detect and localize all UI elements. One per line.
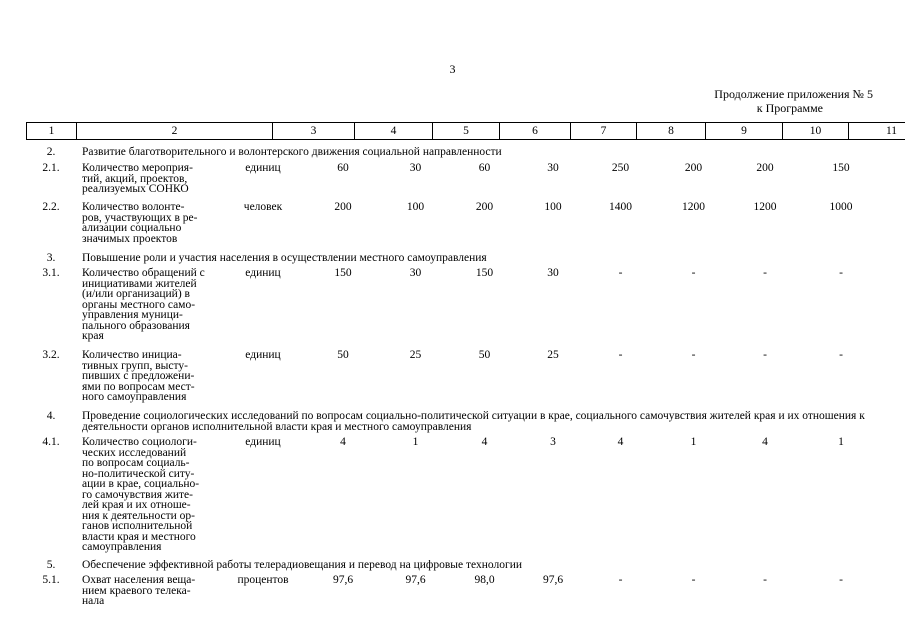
value-cell: -	[839, 267, 843, 279]
indicator-name-line: пального образования	[82, 319, 190, 332]
value-cell: 1200	[753, 201, 777, 213]
indicator-name-line: Количество мероприя-	[82, 162, 193, 174]
indicator-name	[82, 437, 222, 553]
page-number: 3	[449, 62, 456, 76]
indicator-name-line: реализуемых СОНКО	[82, 183, 189, 195]
indicator-name-line: ации в крае, социально-	[82, 478, 200, 490]
column-number: 9	[706, 123, 783, 140]
section-title: Проведение социологических исследований по вопросам социально-политической ситуации в крае, социального самочувствия жителей края и их отношения к деятельности органов исполнительной власти края и местного самоуправления	[82, 410, 865, 433]
section-title: Обеспечение эффективной работы телерадиовещания и перевод на цифровые технологии	[82, 559, 523, 571]
value-cell: 200	[475, 201, 494, 213]
indicator-name	[82, 350, 222, 403]
indicator-name-line: го самочувствия жите-	[82, 488, 193, 501]
value-cell: 98,0	[474, 574, 495, 586]
value-cell: -	[763, 267, 767, 279]
unit-cell: единиц	[245, 162, 281, 174]
value-cell: 200	[334, 201, 352, 213]
row-number: 4.	[46, 410, 56, 422]
value-cell: 1	[690, 436, 697, 448]
indicator-name-line: лей края и их отноше-	[82, 499, 191, 511]
value-cell: 1	[412, 436, 419, 448]
value-cell: 4	[481, 436, 488, 448]
value-cell: 250	[611, 162, 630, 174]
value-cell: 30	[409, 162, 422, 174]
indicator-name-line: значимых проектов	[82, 232, 178, 245]
indicator-name-line: Охват населения веща-	[82, 574, 196, 586]
value-cell: 1200	[682, 201, 705, 213]
column-number: 3	[273, 123, 355, 140]
value-cell: 200	[684, 162, 703, 174]
value-cell: -	[763, 574, 767, 586]
row-number: 3.2.	[42, 349, 60, 361]
indicator-name	[82, 163, 222, 195]
value-cell: 60	[478, 162, 491, 174]
indicator-name-line: нала	[82, 595, 105, 607]
value-cell: -	[839, 349, 843, 361]
value-cell: 150	[334, 267, 352, 279]
value-cell: 4	[340, 436, 346, 448]
value-cell: -	[839, 574, 843, 586]
value-cell: 150	[832, 162, 850, 174]
appendix-line-1: Продолжение приложения № 5	[714, 87, 873, 101]
value-cell: 97,6	[542, 574, 564, 586]
value-cell: 30	[547, 162, 559, 174]
indicator-name-line: самоуправления	[82, 541, 162, 553]
appendix-heading	[714, 87, 873, 115]
indicator-name-line: но-политической ситу-	[82, 467, 195, 480]
value-cell: 3	[550, 436, 556, 448]
value-cell: -	[618, 349, 623, 361]
indicator-name-line: власти края и местного	[82, 530, 196, 543]
value-cell: -	[691, 267, 696, 279]
indicator-name-line: (и/или организаций) в	[82, 288, 190, 300]
indicator-name-line: ями по вопросам мест-	[82, 380, 195, 393]
value-cell: -	[691, 349, 696, 361]
indicator-name-line: ализации социально	[82, 222, 182, 234]
indicator-name-line: края	[82, 330, 104, 342]
indicator-name	[82, 575, 222, 607]
row-number: 3.	[46, 252, 56, 264]
value-cell: 4	[617, 436, 624, 448]
row-number: 2.1.	[42, 162, 60, 174]
row-number: 5.	[46, 559, 56, 571]
indicator-name-line: пивших с предложени-	[82, 370, 195, 382]
value-cell: -	[618, 267, 623, 279]
row-number: 2.	[46, 146, 56, 158]
indicator-name-line: Количество социологи-	[82, 436, 197, 448]
value-cell: 25	[409, 349, 422, 361]
section-title: Повышение роли и участия населения в осуществлении местного самоуправления	[82, 252, 487, 264]
value-cell: -	[618, 574, 623, 586]
value-cell: 150	[475, 267, 494, 279]
indicator-name-line: ческих исследований	[82, 446, 187, 459]
column-number: 10	[783, 123, 849, 140]
value-cell: 30	[409, 267, 422, 279]
indicator-name-line: управления муници-	[82, 309, 183, 321]
indicator-name	[82, 202, 222, 244]
indicator-name-line: ров, участвующих в ре-	[82, 211, 198, 224]
column-number: 5	[433, 123, 500, 140]
value-cell: 97,6	[405, 574, 426, 586]
unit-cell: процентов	[237, 574, 289, 586]
value-cell: 100	[406, 201, 425, 213]
value-cell: 1000	[829, 201, 853, 213]
value-cell: 100	[544, 201, 562, 213]
indicator-name-line: Количество обращений с	[82, 267, 205, 279]
row-number: 5.1.	[42, 574, 60, 586]
value-cell: -	[691, 574, 696, 586]
value-cell: 200	[756, 162, 774, 174]
value-cell: 4	[762, 436, 768, 448]
unit-cell: единиц	[245, 436, 281, 448]
column-number: 11	[849, 123, 905, 140]
appendix-line-2: к Программе	[756, 101, 823, 115]
value-cell: -	[763, 349, 767, 361]
row-number: 4.1.	[42, 436, 60, 448]
column-number: 8	[637, 123, 706, 140]
indicator-name-line: ния к деятельности ор-	[82, 509, 195, 522]
indicator-name-line: инициативами жителей	[82, 277, 197, 290]
indicator-name-line: нием краевого телека-	[82, 584, 191, 597]
unit-cell: единиц	[245, 349, 281, 361]
indicator-name-line: ганов исполнительной	[82, 520, 193, 532]
indicator-name-line: по вопросам социаль-	[82, 457, 190, 469]
unit-cell: человек	[243, 201, 283, 213]
column-number: 2	[77, 123, 273, 140]
row-number: 3.1.	[42, 267, 60, 279]
value-cell: 50	[337, 349, 349, 361]
row-number: 2.2.	[42, 201, 60, 213]
value-cell: 60	[337, 162, 349, 174]
value-cell: 30	[547, 267, 559, 279]
column-number: 1	[27, 123, 77, 140]
indicator-name-line: Количество волонте-	[82, 201, 185, 213]
column-number-header	[26, 122, 905, 140]
column-number: 4	[355, 123, 433, 140]
indicator-name	[82, 268, 222, 342]
indicator-name-line: органы местного само-	[82, 298, 196, 311]
value-cell: 1400	[609, 201, 632, 213]
indicator-name-line: Количество инициа-	[82, 349, 182, 361]
section-title: Развитие благотворительного и волонтерского движения социальной направленности	[82, 146, 502, 158]
value-cell: 97,6	[332, 574, 354, 586]
value-cell: 1	[838, 436, 844, 448]
column-number: 6	[500, 123, 571, 140]
indicator-name-line: тий, акций, проектов,	[82, 172, 188, 185]
unit-cell: единиц	[245, 267, 281, 279]
indicator-name-line: ного самоуправления	[82, 391, 187, 403]
value-cell: 25	[547, 349, 559, 361]
column-number: 7	[571, 123, 637, 140]
indicator-name-line: тивных групп, высту-	[82, 359, 188, 372]
value-cell: 50	[478, 349, 491, 361]
